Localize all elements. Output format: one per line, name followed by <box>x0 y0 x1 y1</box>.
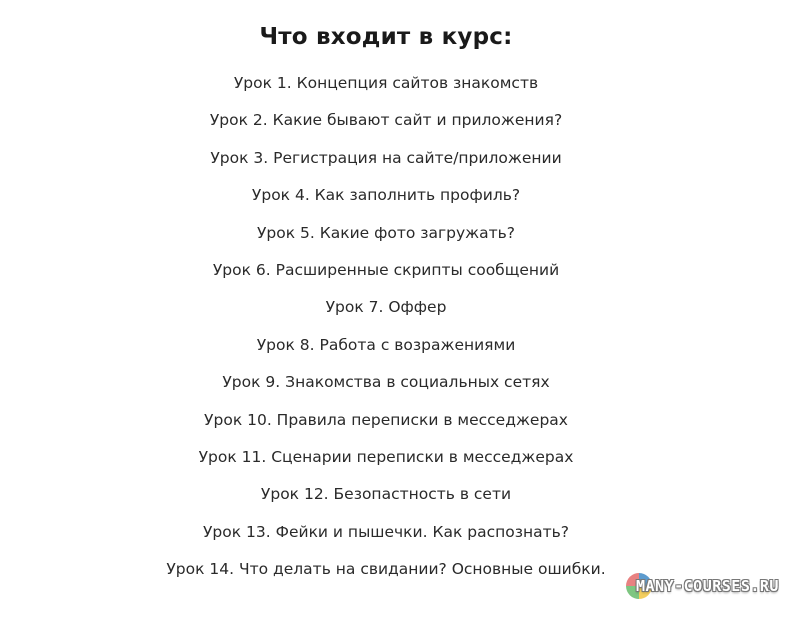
lesson-item-1: Урок 1. Концепция сайтов знакомств <box>233 74 539 92</box>
lesson-item-4: Урок 4. Как заполнить профиль? <box>251 186 521 205</box>
lesson-item-5: Урок 5. Какие фото загружать? <box>256 223 516 242</box>
lesson-item-10: Урок 10. Правила переписки в месседжерах <box>204 410 568 429</box>
watermark <box>626 571 794 601</box>
lesson-item-11: Урок 11. Сценарии переписки в месседжерах <box>198 447 574 466</box>
lesson-item-9: Урок 9. Знакомства в социальных сетях <box>222 373 550 392</box>
page-title: Что входит в курс: <box>259 24 513 50</box>
lesson-item-8: Урок 8. Работа с возражениями <box>256 335 516 354</box>
lesson-item-12: Урок 12. Безопастность в сети <box>260 485 512 504</box>
lesson-item-2: Урок 2. Какие бывают сайт и приложения? <box>209 111 563 130</box>
lesson-item-3: Урок 3. Регистрация на сайте/приложении <box>210 148 562 167</box>
lesson-item-6: Урок 6. Расширенные скрипты сообщений <box>212 260 560 279</box>
lesson-item-13: Урок 13. Фейки и пышечки. Как распознать? <box>202 522 570 541</box>
lesson-item-14: Урок 14. Что делать на свидании? Основные ошибки. <box>166 560 606 579</box>
watermark-text: MANY-COURSES.RU <box>636 577 779 595</box>
lesson-list <box>0 72 772 595</box>
lesson-item-7: Урок 7. Оффер <box>325 298 447 317</box>
